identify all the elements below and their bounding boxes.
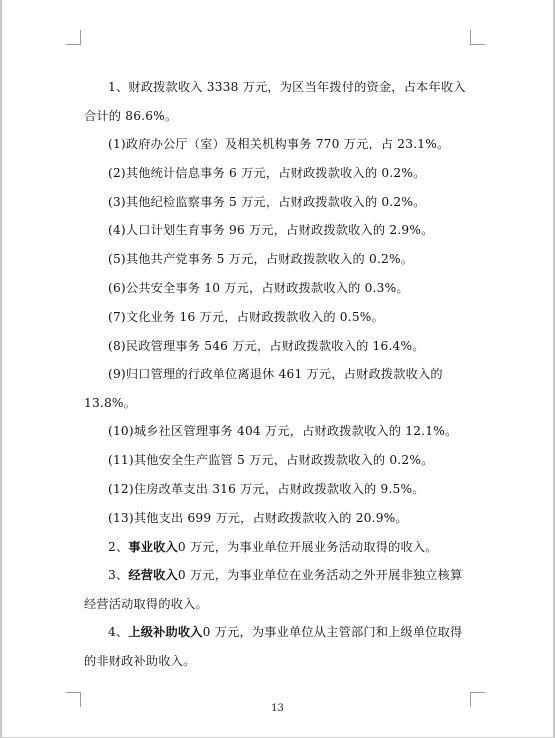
bold-term: 事业收入 [128, 539, 178, 554]
list-item: (2)其他统计信息事务 6 万元，占财政拨款收入的 0.2%。 [108, 165, 426, 180]
paragraph-text: 0 万元，为事业单位从主管部门和上级单位取得的非财政补助收入。 [84, 625, 463, 668]
paragraph-prefix: 4、 [108, 625, 129, 640]
document-body [84, 73, 470, 675]
list-item: (6)公共安全事务 10 万元，占财政拨款收入的 0.3%。 [108, 280, 409, 295]
list-item: (13)其他支出 699 万元，占财政拨款收入的 20.9%。 [108, 510, 408, 525]
fiscal-items-list [84, 130, 470, 533]
list-item: (4)人口计划生育事务 96 万元，占财政拨款收入的 2.9%。 [108, 223, 434, 238]
list-item: (8)民政管理事务 546 万元，占财政拨款收入的 16.4%。 [108, 338, 425, 353]
paragraph-prefix: 2、 [108, 539, 129, 554]
paragraph-operating-revenue [84, 561, 470, 618]
paragraph-prefix: 3、 [108, 568, 129, 583]
paragraph-business-revenue [84, 533, 470, 562]
paragraph-fiscal-revenue: 1、财政拨款收入 3338 万元，为区当年拨付的资金，占本年收入合计的 86.6%。 [84, 80, 466, 123]
page-number: 13 [271, 703, 284, 714]
list-item: (12)住房改革支出 316 万元，占财政拨款收入的 9.5%。 [108, 481, 425, 496]
bold-term: 上级补助收入 [128, 625, 203, 640]
window-edge-left [0, 0, 2, 738]
list-item: (3)其他纪检监察事务 5 万元，占财政拨款收入的 0.2%。 [108, 194, 426, 209]
paragraph-text: 0 万元，为事业单位开展业务活动取得的收入。 [177, 539, 438, 554]
list-item: (10)城乡社区管理事务 404 万元，占财政拨款收入的 12.1%。 [108, 424, 458, 439]
list-item: (1)政府办公厅（室）及相关机构事务 770 万元，占 23.1%。 [108, 137, 450, 151]
crop-mark-top-left [66, 30, 81, 45]
list-item: (5)其他共产党事务 5 万元，占财政拨款收入的 0.2%。 [108, 252, 414, 267]
list-item: (9)归口管理的行政单位离退休 461 万元，占财政拨款收入的13.8%。 [84, 367, 443, 410]
paragraph-text: 0 万元，为事业单位在业务活动之外开展非独立核算经营活动取得的收入。 [84, 568, 463, 611]
list-item: (7)文化业务 16 万元，占财政拨款收入的 0.5%。 [108, 309, 384, 324]
list-item: (11)其他安全生产监管 5 万元，占财政拨款收入的 0.2%。 [108, 453, 434, 468]
crop-mark-top-right [470, 30, 485, 45]
paragraph-superior-subsidy [84, 618, 470, 675]
bold-term: 经营收入 [128, 568, 178, 583]
